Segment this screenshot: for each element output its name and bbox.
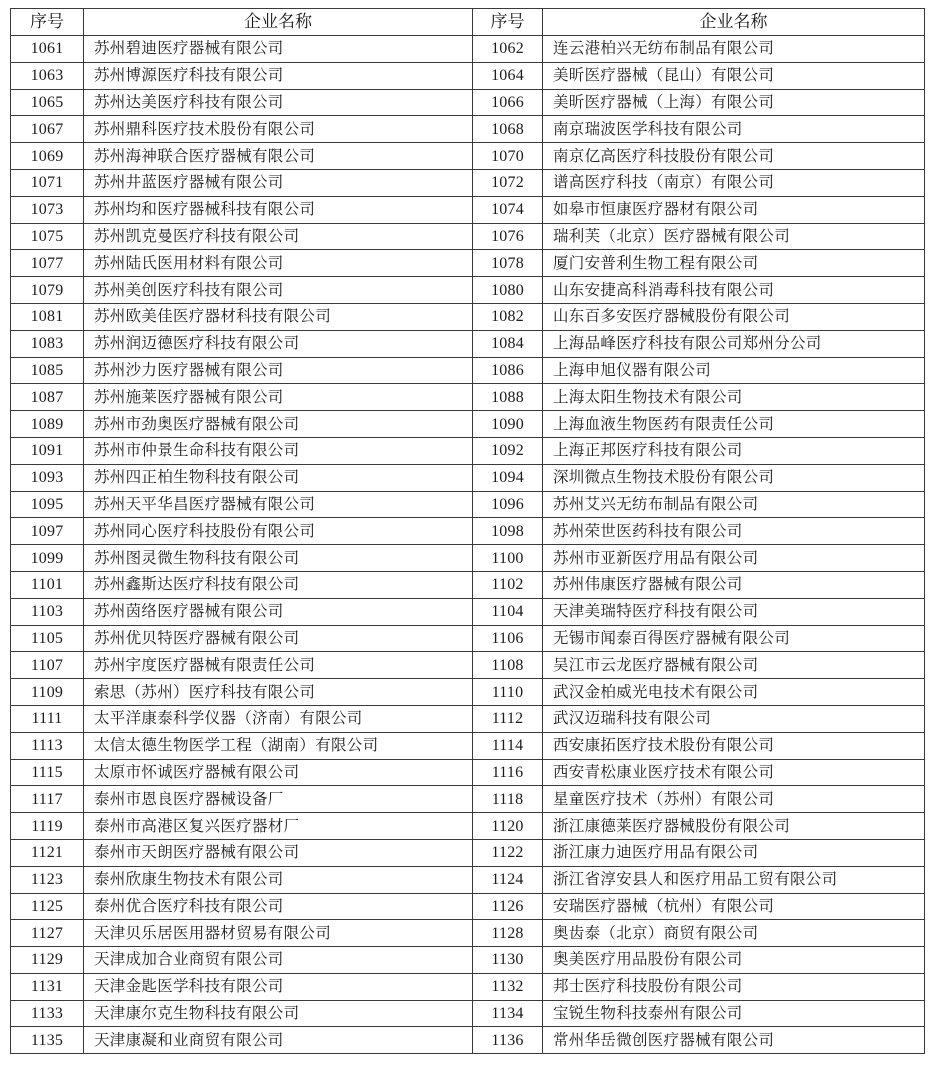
- table-row: [11, 116, 925, 143]
- table-row: [11, 491, 925, 518]
- company-name-left: 泰州欣康生物技术有限公司: [84, 866, 473, 893]
- serial-number-left: 1075: [11, 223, 84, 250]
- table-row: [11, 625, 925, 652]
- company-name-right: 如皋市恒康医疗器材有限公司: [543, 196, 925, 223]
- table-row: [11, 679, 925, 706]
- company-name-right: 浙江康德莱医疗器械股份有限公司: [543, 813, 925, 840]
- serial-number-left: 1091: [11, 437, 84, 464]
- serial-number-right: 1126: [473, 893, 543, 920]
- table-row: [11, 732, 925, 759]
- company-name-right: 安瑞医疗器械（杭州）有限公司: [543, 893, 925, 920]
- serial-number-left: 1077: [11, 250, 84, 277]
- serial-number-right: 1128: [473, 920, 543, 947]
- company-name-left: 泰州市恩良医疗器械设备厂: [84, 786, 473, 813]
- company-name-right: 宝锐生物科技泰州有限公司: [543, 1000, 925, 1027]
- serial-number-left: 1085: [11, 357, 84, 384]
- company-name-left: 苏州博源医疗科技有限公司: [84, 62, 473, 89]
- table-body: [11, 36, 925, 1054]
- table-row: [11, 250, 925, 277]
- serial-number-right: 1092: [473, 437, 543, 464]
- serial-number-left: 1065: [11, 89, 84, 116]
- company-name-left: 苏州陆氏医用材料有限公司: [84, 250, 473, 277]
- serial-number-right: 1114: [473, 732, 543, 759]
- table-row: [11, 303, 925, 330]
- table-row: [11, 196, 925, 223]
- table-row: [11, 1000, 925, 1027]
- table-row: [11, 330, 925, 357]
- table-row: [11, 973, 925, 1000]
- company-name-right: 星童医疗技术（苏州）有限公司: [543, 786, 925, 813]
- table-row: [11, 357, 925, 384]
- table-row: [11, 169, 925, 196]
- company-name-right: 美昕医疗器械（上海）有限公司: [543, 89, 925, 116]
- header-serial-left: 序号: [11, 9, 84, 36]
- serial-number-left: 1129: [11, 947, 84, 974]
- serial-number-left: 1073: [11, 196, 84, 223]
- company-name-right: 南京亿高医疗科技股份有限公司: [543, 143, 925, 170]
- company-name-right: 奥美医疗用品股份有限公司: [543, 947, 925, 974]
- company-name-right: 上海血液生物医药有限责任公司: [543, 411, 925, 438]
- serial-number-left: 1135: [11, 1027, 84, 1054]
- company-name-left: 泰州优合医疗科技有限公司: [84, 893, 473, 920]
- serial-number-right: 1116: [473, 759, 543, 786]
- serial-number-right: 1082: [473, 303, 543, 330]
- company-name-right: 厦门安普利生物工程有限公司: [543, 250, 925, 277]
- serial-number-right: 1072: [473, 169, 543, 196]
- serial-number-right: 1100: [473, 545, 543, 572]
- serial-number-right: 1122: [473, 839, 543, 866]
- serial-number-right: 1084: [473, 330, 543, 357]
- company-name-right: 奥齿泰（北京）商贸有限公司: [543, 920, 925, 947]
- company-name-right: 西安康拓医疗技术股份有限公司: [543, 732, 925, 759]
- table-row: [11, 598, 925, 625]
- company-name-left: 天津成加合业商贸有限公司: [84, 947, 473, 974]
- serial-number-left: 1123: [11, 866, 84, 893]
- company-name-right: 山东安捷高科消毒科技有限公司: [543, 277, 925, 304]
- header-row: [11, 9, 925, 36]
- serial-number-right: 1118: [473, 786, 543, 813]
- company-name-left: 苏州美创医疗科技有限公司: [84, 277, 473, 304]
- serial-number-left: 1081: [11, 303, 84, 330]
- serial-number-right: 1076: [473, 223, 543, 250]
- table-row: [11, 705, 925, 732]
- company-name-left: 天津康凝和业商贸有限公司: [84, 1027, 473, 1054]
- serial-number-right: 1074: [473, 196, 543, 223]
- serial-number-left: 1067: [11, 116, 84, 143]
- serial-number-left: 1061: [11, 36, 84, 63]
- serial-number-right: 1112: [473, 705, 543, 732]
- serial-number-right: 1102: [473, 571, 543, 598]
- table-header: [11, 9, 925, 36]
- serial-number-right: 1064: [473, 62, 543, 89]
- serial-number-left: 1101: [11, 571, 84, 598]
- company-name-left: 苏州凯克曼医疗科技有限公司: [84, 223, 473, 250]
- company-name-left: 索思（苏州）医疗科技有限公司: [84, 679, 473, 706]
- company-name-left: 苏州图灵微生物科技有限公司: [84, 545, 473, 572]
- company-name-left: 苏州天平华昌医疗器械有限公司: [84, 491, 473, 518]
- serial-number-right: 1106: [473, 625, 543, 652]
- serial-number-left: 1105: [11, 625, 84, 652]
- table-row: [11, 1027, 925, 1054]
- serial-number-left: 1115: [11, 759, 84, 786]
- table-row: [11, 464, 925, 491]
- company-name-right: 山东百多安医疗器械股份有限公司: [543, 303, 925, 330]
- serial-number-left: 1087: [11, 384, 84, 411]
- table-row: [11, 277, 925, 304]
- table-row: [11, 384, 925, 411]
- serial-number-left: 1103: [11, 598, 84, 625]
- company-name-left: 苏州市劲奥医疗器械有限公司: [84, 411, 473, 438]
- serial-number-right: 1124: [473, 866, 543, 893]
- serial-number-left: 1097: [11, 518, 84, 545]
- serial-number-left: 1121: [11, 839, 84, 866]
- serial-number-left: 1095: [11, 491, 84, 518]
- table-row: [11, 652, 925, 679]
- serial-number-right: 1068: [473, 116, 543, 143]
- table-row: [11, 143, 925, 170]
- company-name-right: 苏州艾兴无纺布制品有限公司: [543, 491, 925, 518]
- serial-number-right: 1130: [473, 947, 543, 974]
- company-name-left: 苏州沙力医疗器械有限公司: [84, 357, 473, 384]
- company-name-left: 苏州井蓝医疗器械有限公司: [84, 169, 473, 196]
- company-name-right: 苏州荣世医药科技有限公司: [543, 518, 925, 545]
- company-name-left: 苏州鼎科医疗技术股份有限公司: [84, 116, 473, 143]
- header-company-name-right: 企业名称: [543, 9, 925, 36]
- company-name-right: 谱高医疗科技（南京）有限公司: [543, 169, 925, 196]
- company-name-left: 苏州海神联合医疗器械有限公司: [84, 143, 473, 170]
- serial-number-left: 1131: [11, 973, 84, 1000]
- table-row: [11, 920, 925, 947]
- serial-number-left: 1109: [11, 679, 84, 706]
- company-name-right: 武汉迈瑞科技有限公司: [543, 705, 925, 732]
- table-row: [11, 62, 925, 89]
- company-name-left: 天津金匙医学科技有限公司: [84, 973, 473, 1000]
- company-name-right: 浙江省淳安县人和医疗用品工贸有限公司: [543, 866, 925, 893]
- company-name-left: 泰州市高港区复兴医疗器材厂: [84, 813, 473, 840]
- company-name-left: 苏州均和医疗器械科技有限公司: [84, 196, 473, 223]
- serial-number-right: 1070: [473, 143, 543, 170]
- serial-number-right: 1066: [473, 89, 543, 116]
- company-name-left: 苏州达美医疗科技有限公司: [84, 89, 473, 116]
- serial-number-right: 1062: [473, 36, 543, 63]
- serial-number-left: 1069: [11, 143, 84, 170]
- company-name-right: 南京瑞波医学科技有限公司: [543, 116, 925, 143]
- company-name-left: 苏州施莱医疗器械有限公司: [84, 384, 473, 411]
- serial-number-left: 1133: [11, 1000, 84, 1027]
- company-name-right: 西安青松康业医疗技术有限公司: [543, 759, 925, 786]
- serial-number-left: 1111: [11, 705, 84, 732]
- serial-number-right: 1136: [473, 1027, 543, 1054]
- company-name-left: 苏州欧美佳医疗器材科技有限公司: [84, 303, 473, 330]
- company-name-left: 苏州碧迪医疗器械有限公司: [84, 36, 473, 63]
- company-name-right: 上海品峰医疗科技有限公司郑州分公司: [543, 330, 925, 357]
- company-name-left: 天津康尔克生物科技有限公司: [84, 1000, 473, 1027]
- serial-number-right: 1088: [473, 384, 543, 411]
- company-name-left: 苏州市仲景生命科技有限公司: [84, 437, 473, 464]
- company-name-right: 浙江康力迪医疗用品有限公司: [543, 839, 925, 866]
- company-name-left: 苏州四正柏生物科技有限公司: [84, 464, 473, 491]
- header-company-name-left: 企业名称: [84, 9, 473, 36]
- serial-number-right: 1080: [473, 277, 543, 304]
- company-name-right: 常州华岳微创医疗器械有限公司: [543, 1027, 925, 1054]
- serial-number-left: 1083: [11, 330, 84, 357]
- company-name-right: 苏州市亚新医疗用品有限公司: [543, 545, 925, 572]
- serial-number-left: 1107: [11, 652, 84, 679]
- serial-number-right: 1096: [473, 491, 543, 518]
- serial-number-left: 1113: [11, 732, 84, 759]
- company-name-left: 太信太德生物医学工程（湖南）有限公司: [84, 732, 473, 759]
- company-name-right: 天津美瑞特医疗科技有限公司: [543, 598, 925, 625]
- company-name-right: 连云港柏兴无纺布制品有限公司: [543, 36, 925, 63]
- table-row: [11, 545, 925, 572]
- serial-number-right: 1086: [473, 357, 543, 384]
- serial-number-right: 1132: [473, 973, 543, 1000]
- company-name-left: 苏州优贝特医疗器械有限公司: [84, 625, 473, 652]
- company-list-table: [10, 8, 925, 1054]
- company-name-left: 泰州市天朗医疗器械有限公司: [84, 839, 473, 866]
- company-name-right: 瑞利芙（北京）医疗器械有限公司: [543, 223, 925, 250]
- company-name-right: 邦士医疗科技股份有限公司: [543, 973, 925, 1000]
- company-name-right: 上海太阳生物技术有限公司: [543, 384, 925, 411]
- company-name-right: 深圳微点生物技术股份有限公司: [543, 464, 925, 491]
- table-row: [11, 866, 925, 893]
- serial-number-right: 1098: [473, 518, 543, 545]
- table-row: [11, 89, 925, 116]
- header-serial-right: 序号: [473, 9, 543, 36]
- serial-number-right: 1110: [473, 679, 543, 706]
- table-row: [11, 893, 925, 920]
- company-name-right: 上海申旭仪器有限公司: [543, 357, 925, 384]
- company-name-right: 上海正邦医疗科技有限公司: [543, 437, 925, 464]
- company-name-left: 苏州鑫斯达医疗科技有限公司: [84, 571, 473, 598]
- serial-number-left: 1089: [11, 411, 84, 438]
- serial-number-left: 1125: [11, 893, 84, 920]
- company-name-right: 苏州伟康医疗器械有限公司: [543, 571, 925, 598]
- table-row: [11, 571, 925, 598]
- serial-number-left: 1127: [11, 920, 84, 947]
- serial-number-left: 1079: [11, 277, 84, 304]
- serial-number-left: 1119: [11, 813, 84, 840]
- table-row: [11, 36, 925, 63]
- company-name-right: 美昕医疗器械（昆山）有限公司: [543, 62, 925, 89]
- serial-number-right: 1134: [473, 1000, 543, 1027]
- table-row: [11, 437, 925, 464]
- table-row: [11, 813, 925, 840]
- serial-number-left: 1099: [11, 545, 84, 572]
- serial-number-right: 1090: [473, 411, 543, 438]
- serial-number-right: 1094: [473, 464, 543, 491]
- serial-number-left: 1071: [11, 169, 84, 196]
- serial-number-left: 1093: [11, 464, 84, 491]
- company-name-left: 太原市怀诚医疗器械有限公司: [84, 759, 473, 786]
- table-row: [11, 411, 925, 438]
- company-name-left: 苏州宇度医疗器械有限责任公司: [84, 652, 473, 679]
- table-row: [11, 223, 925, 250]
- company-name-left: 苏州同心医疗科技股份有限公司: [84, 518, 473, 545]
- serial-number-left: 1063: [11, 62, 84, 89]
- company-name-left: 天津贝乐居医用器材贸易有限公司: [84, 920, 473, 947]
- company-name-right: 吴江市云龙医疗器械有限公司: [543, 652, 925, 679]
- serial-number-right: 1108: [473, 652, 543, 679]
- company-name-left: 苏州茵络医疗器械有限公司: [84, 598, 473, 625]
- serial-number-right: 1078: [473, 250, 543, 277]
- table-row: [11, 786, 925, 813]
- table-row: [11, 518, 925, 545]
- company-name-right: 武汉金柏威光电技术有限公司: [543, 679, 925, 706]
- serial-number-left: 1117: [11, 786, 84, 813]
- company-name-left: 太平洋康泰科学仪器（济南）有限公司: [84, 705, 473, 732]
- table-row: [11, 759, 925, 786]
- company-name-left: 苏州润迈德医疗科技有限公司: [84, 330, 473, 357]
- table-row: [11, 839, 925, 866]
- table-row: [11, 947, 925, 974]
- company-name-right: 无锡市闻泰百得医疗器械有限公司: [543, 625, 925, 652]
- serial-number-right: 1120: [473, 813, 543, 840]
- serial-number-right: 1104: [473, 598, 543, 625]
